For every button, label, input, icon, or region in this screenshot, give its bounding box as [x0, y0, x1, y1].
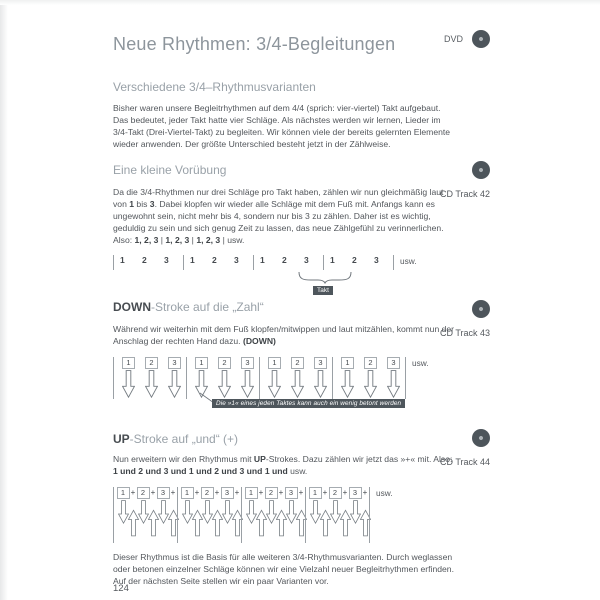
plus-label: +: [298, 488, 304, 497]
beat-number: 2: [364, 357, 377, 369]
cd-disc-icon-43: [472, 300, 490, 318]
bold-text: 1: [129, 199, 135, 209]
paragraph-voruebung: [113, 186, 457, 246]
plus-label: +: [322, 488, 328, 497]
beat-number: 3: [157, 487, 170, 499]
bar-line: [177, 487, 178, 543]
down-arrow-icon: [268, 370, 281, 398]
text: Da die 3/4-Rhythmen nur drei Schläge pro Takt haben, zählen wir nun gleichmäßig laut von: [113, 187, 444, 209]
count-number: 2: [212, 255, 217, 265]
bold-text: (DOWN): [242, 336, 276, 346]
bar-line: [253, 255, 254, 270]
beat-cell: [263, 357, 286, 398]
text: |: [189, 235, 197, 245]
upbeat-cell: [297, 487, 305, 538]
down-arrow-icon: [341, 370, 354, 398]
cd-track-44-label: CD Track 44: [439, 457, 490, 467]
bold-text: 1, 2, 3: [134, 235, 159, 245]
beat-number: 2: [201, 487, 214, 499]
dvd-disc-icon: [472, 30, 490, 48]
beat-number: 2: [265, 487, 278, 499]
bold-text: 1 und 2 und 3 und 1 und 2 und 3 und 1 und: [113, 466, 288, 476]
down-rest: -Stroke auf die „Zahl“: [151, 300, 264, 314]
plus-label: +: [258, 488, 264, 497]
plus-label: +: [194, 488, 200, 497]
beat-number: 1: [181, 487, 194, 499]
beat-cell: [163, 357, 186, 398]
section-heading-voruebung: Eine kleine Vorübung: [113, 163, 227, 177]
text: . Dabei klopfen wir wieder alle Schläge mit dem Fuß mit. Anfangs kann es ungewohnt sein, nicht mehr bis 4, sondern nur bis 3 zu zählen. Daher ist es wichtig, geduldig zu sein und sich genug Zeit zu lassen, das neue Zählgefühl zu verinnerlichen. Also:: [113, 199, 444, 245]
plus-label: +: [150, 488, 156, 497]
down-note: Die »1« eines jeden Taktes kann auch ein wenig betont werden: [212, 399, 405, 408]
count-number: 1: [190, 255, 195, 265]
beat-cell: [382, 357, 405, 398]
beat-number: 2: [291, 357, 304, 369]
text: Während wir weiterhin mit dem Fuß klopfen/mitwippen und laut mitzählen, kommt nun der Anschlag der rechten Hand dazu.: [113, 324, 455, 346]
down-stroke-diagram: [113, 357, 443, 412]
text: | usw.: [220, 235, 245, 245]
beat-number: 3: [349, 487, 362, 499]
section-heading-down: [113, 300, 264, 314]
beat-cell: [213, 357, 236, 398]
takt-annotation: Takt: [313, 286, 333, 295]
count-number: 2: [282, 255, 287, 265]
plus-label: +: [130, 488, 136, 497]
count-number: 1: [330, 255, 335, 265]
cd-disc-icon-44: [472, 429, 490, 447]
text: Dieser Rhythmus ist die Basis für alle weiteren 3/4-Rhythmusvarianten. Durch weglassen oder betonen einzelner Schläge können wir eine Vielzahl neuer Begleitrhythmen erfinden. Auf der nächsten Seite stellen wir ein paar Varianten vor.: [113, 552, 454, 586]
beat-number: 3: [387, 357, 400, 369]
bold-text: 1, 2, 3: [196, 235, 221, 245]
up-rest: -Stroke auf „und“ (+): [129, 432, 239, 446]
upbeat-cell: [361, 487, 369, 538]
paragraph-closing: [113, 551, 457, 587]
beat-number: 3: [168, 357, 181, 369]
beat-number: 1: [195, 357, 208, 369]
bold-text: UP: [253, 454, 266, 464]
counting-row: [113, 255, 443, 270]
paragraph-down: [113, 323, 457, 347]
beat-number: 1: [245, 487, 258, 499]
bar-line: [113, 357, 114, 399]
plus-label: +: [342, 488, 348, 497]
beat-cell: [236, 357, 259, 398]
text: Nun erweitern wir den Rhythmus mit: [113, 454, 254, 464]
usw-label: usw.: [376, 488, 393, 498]
beat-number: 3: [285, 487, 298, 499]
count-number: 2: [352, 255, 357, 265]
down-arrow-icon: [218, 370, 231, 398]
count-number: 3: [234, 255, 239, 265]
beat-cell: [286, 357, 309, 398]
beat-number: 1: [341, 357, 354, 369]
up-stroke-row: [113, 487, 443, 543]
page-edge-top: [0, 0, 600, 5]
bar-line: [305, 487, 306, 543]
beat-number: 2: [137, 487, 150, 499]
brace-icon: [298, 271, 352, 285]
bar-line: [323, 255, 324, 270]
usw-label: usw.: [400, 256, 417, 266]
bar-line: [113, 255, 114, 270]
plus-label: +: [278, 488, 284, 497]
beat-number: 2: [218, 357, 231, 369]
counting-diagram: [113, 255, 443, 301]
plus-label: +: [170, 488, 176, 497]
beat-number: 1: [122, 357, 135, 369]
dvd-label: DVD: [443, 34, 463, 44]
beat-cell: [336, 357, 359, 398]
plus-label: +: [362, 488, 368, 497]
paragraph-up: [113, 453, 457, 477]
down-arrow-icon: [122, 370, 135, 398]
beat-number: 1: [117, 487, 130, 499]
text: Bisher waren unsere Begleitrhythmen auf dem 4/4 (sprich: vier-viertel) Takt aufgebaut. Das bedeutet, jeder Takt hatte vier Schläge. Als nächstes werden wir lernen, Lieder im 3/4-Takt (Drei-Viertel-Takt) zu begleiten. Wir können viele der bereits gelernten Elemente wieder anwenden. Der größte Unterschied besteht jetzt in der Zählweise.: [113, 103, 451, 149]
bar-line: [332, 357, 333, 399]
cd-track-42-label: CD Track 42: [439, 189, 490, 199]
beat-number: 3: [221, 487, 234, 499]
page-number: 124: [113, 583, 129, 594]
up-stroke-diagram: [113, 487, 443, 547]
down-arrow-icon: [145, 370, 158, 398]
usw-label: usw.: [412, 358, 429, 368]
up-word: UP: [113, 432, 130, 446]
down-arrow-icon: [291, 370, 304, 398]
dvd-badge: [444, 30, 490, 48]
down-arrow-icon: [364, 370, 377, 398]
section-heading-up: [113, 432, 238, 446]
plus-label: +: [234, 488, 240, 497]
count-number: 3: [304, 255, 309, 265]
down-arrow-icon: [241, 370, 254, 398]
bar-line: [259, 357, 260, 399]
page-title: Neue Rhythmen: 3/4-Begleitungen: [113, 34, 396, 54]
bar-line: [241, 487, 242, 543]
beat-number: 1: [309, 487, 322, 499]
upbeat-cell: [169, 487, 177, 538]
page-edge-left: [0, 0, 8, 600]
bar-line: [405, 357, 406, 399]
section-heading-varianten: Verschiedene 3/4–Rhythmusvarianten: [113, 80, 316, 94]
beat-cell: [309, 357, 332, 398]
bar-line: [393, 255, 394, 270]
count-number: 1: [120, 255, 125, 265]
text: |: [158, 235, 166, 245]
beat-cell: [117, 357, 140, 398]
beat-number: 1: [268, 357, 281, 369]
bold-text: 3: [149, 199, 155, 209]
cd-disc-icon-42: [472, 161, 490, 179]
text: -Strokes. Dazu zählen wir jetzt das »+« mit. Also:: [265, 454, 453, 464]
cd-track-43-label: CD Track 43: [439, 328, 490, 338]
down-word: DOWN: [113, 300, 151, 314]
down-arrow-icon: [387, 370, 400, 398]
down-arrow-icon: [314, 370, 327, 398]
text: usw.: [287, 466, 308, 476]
count-number: 3: [374, 255, 379, 265]
upbeat-cell: [233, 487, 241, 538]
beat-cell: [359, 357, 382, 398]
count-number: 3: [164, 255, 169, 265]
down-stroke-row: [113, 357, 443, 399]
beat-cell: [140, 357, 163, 398]
down-arrow-icon: [168, 370, 181, 398]
plus-label: +: [214, 488, 220, 497]
bar-line: [186, 357, 187, 399]
count-number: 2: [142, 255, 147, 265]
count-number: 1: [260, 255, 265, 265]
beat-number: 3: [241, 357, 254, 369]
bar-line: [183, 255, 184, 270]
beat-number: 2: [145, 357, 158, 369]
beat-number: 3: [314, 357, 327, 369]
beat-number: 2: [329, 487, 342, 499]
bar-line: [369, 487, 370, 543]
bar-line: [113, 487, 114, 543]
bold-text: 1, 2, 3: [165, 235, 190, 245]
paragraph-intro: [113, 102, 455, 150]
text: bis: [134, 199, 150, 209]
